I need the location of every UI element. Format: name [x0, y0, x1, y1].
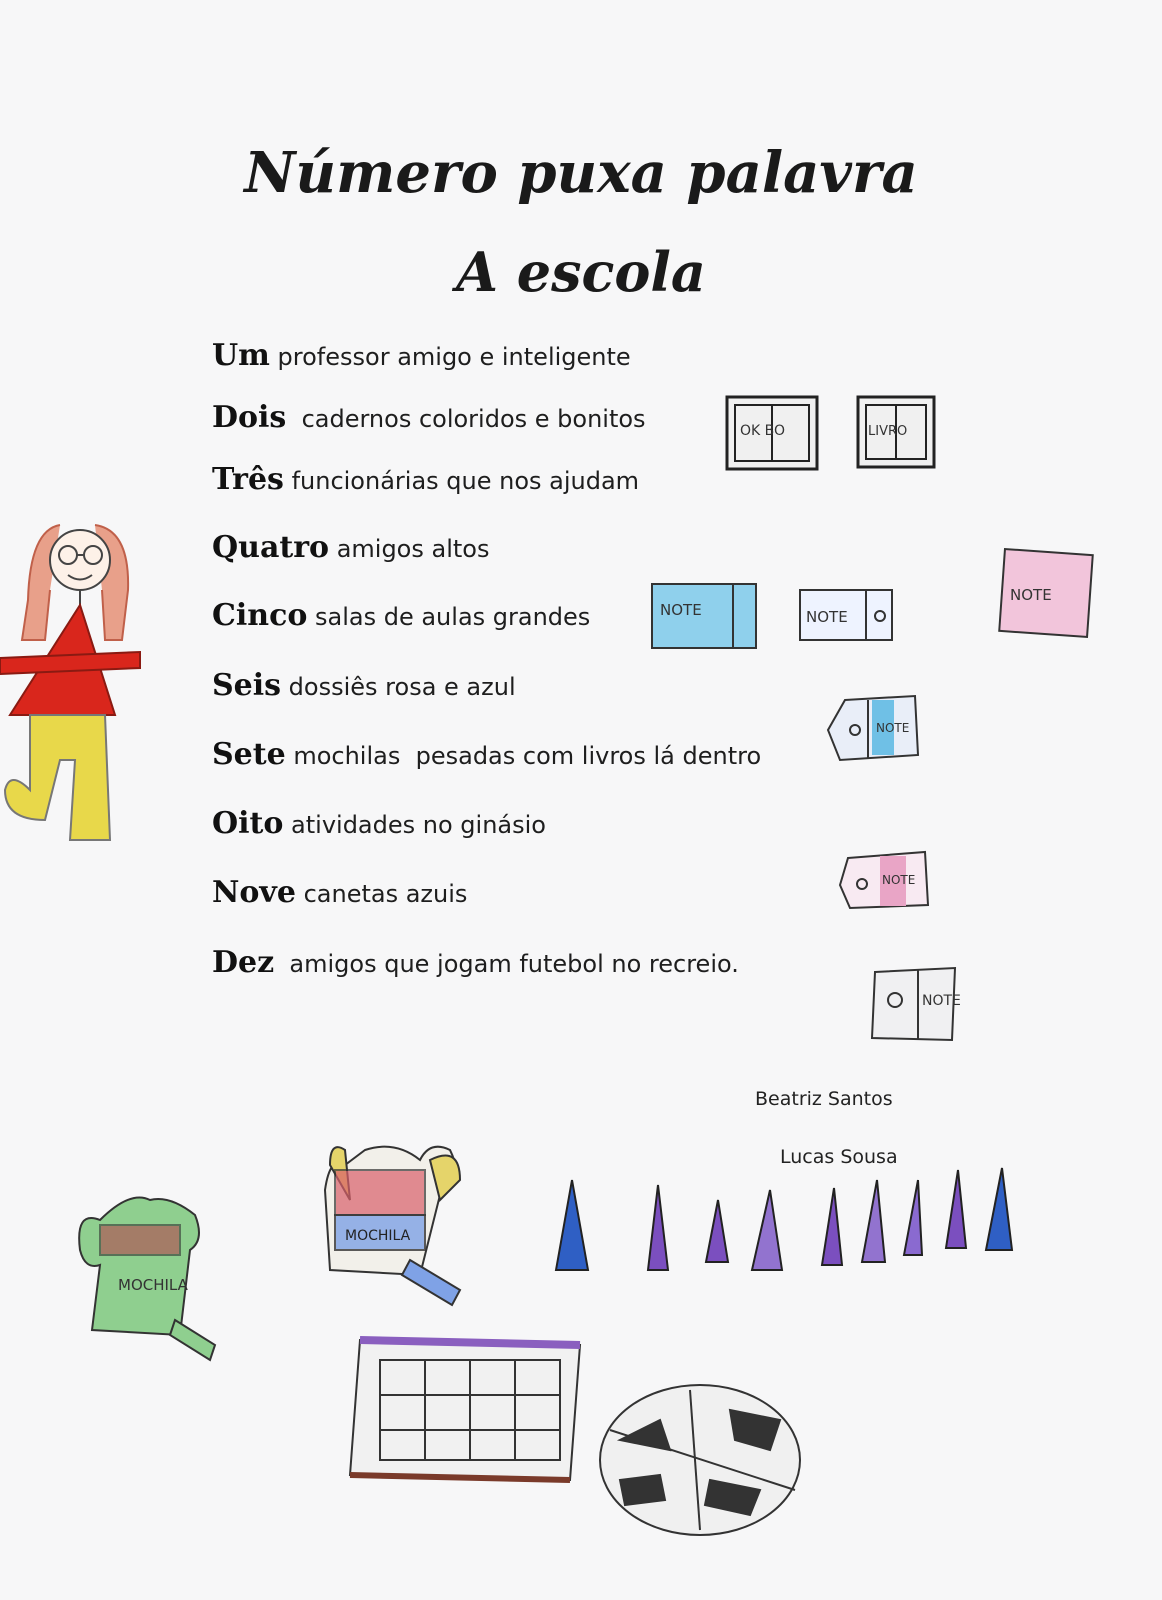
pen-icon [822, 1188, 842, 1265]
backpack-drawing [79, 1198, 215, 1361]
poem-text: funcionárias que nos ajudam [283, 467, 640, 495]
note-label: NOTE [876, 721, 910, 735]
note-label: NOTE [1010, 586, 1052, 604]
pen-icon [752, 1190, 782, 1270]
poem-number: Dois [212, 400, 287, 435]
poem-title: Número puxa palavra [244, 140, 918, 206]
pen-icon [904, 1180, 922, 1255]
gym-drawing [350, 1340, 580, 1480]
poem-text: amigos altos [329, 535, 490, 563]
author-name: Beatriz Santos [755, 1088, 893, 1110]
note-label: NOTE [882, 873, 916, 887]
pen-icon [648, 1185, 668, 1270]
poem-text: cadernos coloridos e bonitos [286, 405, 646, 433]
poem-text: salas de aulas grandes [307, 603, 591, 631]
poem-subtitle: A escola [456, 240, 706, 304]
poem-number: Quatro [212, 530, 330, 565]
poem-number: Três [212, 462, 284, 497]
poem-text: professor amigo e inteligente [269, 343, 631, 371]
notebook-label: LIVRO [868, 424, 908, 439]
note-label: NOTE [660, 601, 702, 619]
poem-text: amigos que jogam futebol no recreio. [274, 950, 739, 978]
pen-icon [556, 1180, 588, 1270]
poem-text: mochilas pesadas com livros lá dentro [285, 742, 762, 770]
note-label: NOTE [922, 993, 961, 1009]
backpack-label: MOCHILA [118, 1276, 188, 1294]
poem-number: Cinco [212, 598, 308, 633]
poem-text: dossiês rosa e azul [281, 673, 516, 701]
backpack-label: MOCHILA [345, 1228, 411, 1244]
dossier-drawing [840, 852, 928, 908]
poem-number: Seis [212, 668, 282, 703]
poem-number: Oito [212, 806, 284, 841]
poem-text: canetas azuis [295, 880, 468, 908]
poem-number: Nove [212, 875, 296, 910]
author-name: Lucas Sousa [780, 1146, 898, 1168]
dossier-drawing [872, 968, 961, 1040]
poem-number: Dez [212, 945, 275, 980]
classroom-notes-drawing [652, 549, 1093, 648]
poem-text: atividades no ginásio [283, 811, 546, 839]
teacher-drawing [0, 525, 140, 840]
notebook-drawing [727, 397, 934, 469]
poem-number: Sete [212, 737, 286, 772]
pen-icon [946, 1170, 966, 1248]
dossier-drawing [828, 696, 918, 760]
notebook-label: OK BO [740, 423, 786, 439]
note-label: NOTE [806, 608, 848, 626]
pen-icon [986, 1168, 1012, 1250]
pen-icon [862, 1180, 885, 1262]
pens-drawing [556, 1168, 1012, 1270]
pen-icon [706, 1200, 728, 1262]
poem-number: Um [212, 338, 270, 373]
backpack-drawing [325, 1147, 460, 1305]
football-drawing [600, 1385, 800, 1535]
